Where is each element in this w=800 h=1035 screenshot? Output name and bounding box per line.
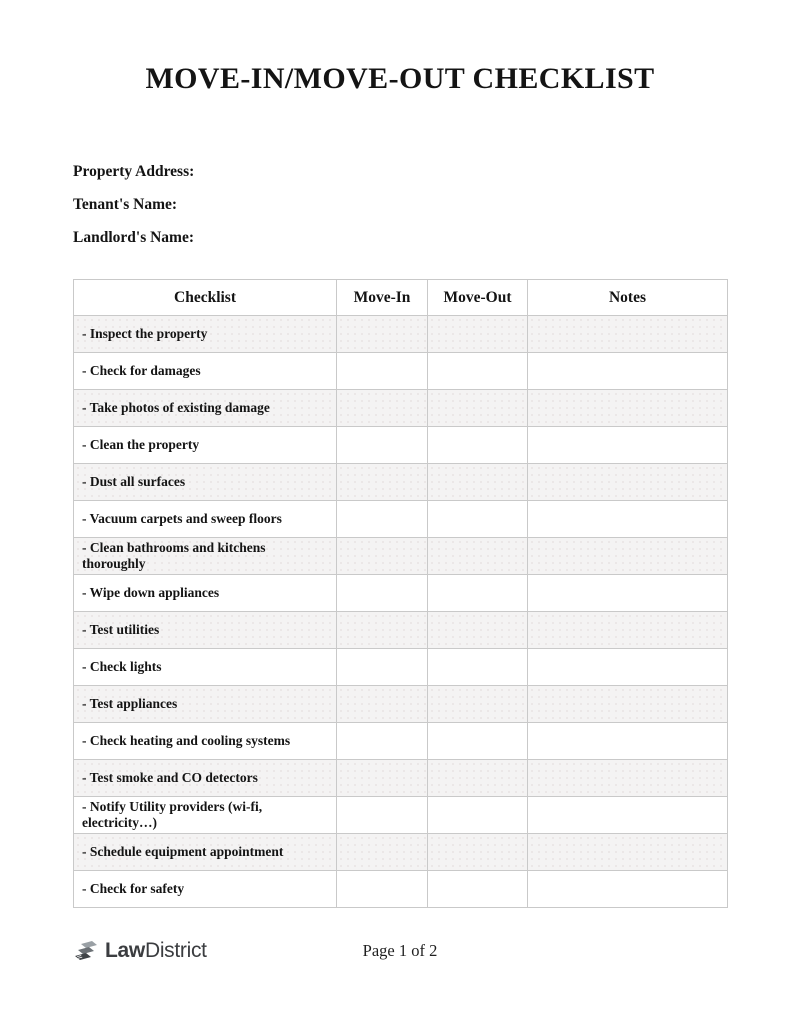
notes-cell (528, 723, 728, 760)
header-move-out: Move-Out (428, 280, 528, 316)
notes-cell (528, 353, 728, 390)
move-out-cell (428, 538, 528, 575)
table-row (74, 612, 728, 649)
checklist-table (73, 279, 728, 908)
checklist-item-label: - Clean the property (74, 427, 337, 464)
notes-cell (528, 797, 728, 834)
brand-name-bold: Law (105, 939, 145, 962)
checklist-item-label: - Test utilities (74, 612, 337, 649)
checklist-item-label: - Clean bathrooms and kitchens thoroughly (74, 538, 337, 575)
field-landlord-name: Landlord's Name: (73, 229, 194, 246)
move-out-cell (428, 575, 528, 612)
move-out-cell (428, 686, 528, 723)
checklist-item-label: - Check for safety (74, 871, 337, 908)
move-in-cell (337, 612, 428, 649)
move-in-cell (337, 723, 428, 760)
checklist-item-label: - Schedule equipment appointment (74, 834, 337, 871)
move-in-cell (337, 427, 428, 464)
table-row (74, 686, 728, 723)
table-row (74, 797, 728, 834)
table-row (74, 353, 728, 390)
header-checklist: Checklist (74, 280, 337, 316)
checklist-item-label: - Vacuum carpets and sweep floors (74, 501, 337, 538)
checklist-item-label: - Check lights (74, 649, 337, 686)
header-notes: Notes (528, 280, 728, 316)
field-tenant-name: Tenant's Name: (73, 196, 178, 213)
move-out-cell (428, 390, 528, 427)
table-row (74, 427, 728, 464)
move-in-cell (337, 390, 428, 427)
move-out-cell (428, 760, 528, 797)
notes-cell (528, 760, 728, 797)
notes-cell (528, 612, 728, 649)
move-out-cell (428, 723, 528, 760)
table-row (74, 834, 728, 871)
move-out-cell (428, 501, 528, 538)
notes-cell (528, 871, 728, 908)
notes-cell (528, 501, 728, 538)
table-row (74, 538, 728, 575)
notes-cell (528, 390, 728, 427)
checklist-item-label: - Check for damages (74, 353, 337, 390)
move-in-cell (337, 760, 428, 797)
table-row (74, 316, 728, 353)
page-footer (73, 934, 727, 968)
move-out-cell (428, 797, 528, 834)
notes-cell (528, 316, 728, 353)
move-in-cell (337, 575, 428, 612)
checklist-item-label: - Dust all surfaces (74, 464, 337, 501)
move-out-cell (428, 427, 528, 464)
move-in-cell (337, 871, 428, 908)
field-property-address: Property Address: (73, 163, 195, 180)
page-title: MOVE-IN/MOVE-OUT CHECKLIST (145, 62, 655, 95)
notes-cell (528, 834, 728, 871)
header-move-in: Move-In (337, 280, 428, 316)
move-out-cell (428, 464, 528, 501)
layered-pages-icon (73, 938, 100, 965)
move-in-cell (337, 353, 428, 390)
table-row (74, 760, 728, 797)
move-out-cell (428, 353, 528, 390)
move-in-cell (337, 797, 428, 834)
checklist-item-label: - Take photos of existing damage (74, 390, 337, 427)
move-out-cell (428, 834, 528, 871)
checklist-item-label: - Inspect the property (74, 316, 337, 353)
notes-cell (528, 575, 728, 612)
field-labels (73, 164, 727, 246)
table-row (74, 575, 728, 612)
notes-cell (528, 464, 728, 501)
table-row (74, 871, 728, 908)
move-out-cell (428, 649, 528, 686)
table-row (74, 501, 728, 538)
move-out-cell (428, 871, 528, 908)
move-in-cell (337, 649, 428, 686)
notes-cell (528, 686, 728, 723)
notes-cell (528, 427, 728, 464)
move-in-cell (337, 834, 428, 871)
checklist-item-label: - Test smoke and CO detectors (74, 760, 337, 797)
notes-cell (528, 649, 728, 686)
checklist-item-label: - Test appliances (74, 686, 337, 723)
table-header-row (74, 280, 728, 316)
page-number: Page 1 of 2 (362, 941, 438, 960)
move-in-cell (337, 501, 428, 538)
notes-cell (528, 538, 728, 575)
table-row (74, 723, 728, 760)
move-out-cell (428, 316, 528, 353)
table-row (74, 649, 728, 686)
brand-name-light: District (144, 939, 207, 962)
table-row (74, 464, 728, 501)
move-in-cell (337, 538, 428, 575)
checklist-item-label: - Notify Utility providers (wi-fi, electricity…) (74, 797, 337, 834)
lawdistrict-logo (73, 938, 207, 965)
checklist-item-label: - Check heating and cooling systems (74, 723, 337, 760)
move-in-cell (337, 464, 428, 501)
move-out-cell (428, 612, 528, 649)
checklist-table-body (74, 316, 728, 908)
table-row (74, 390, 728, 427)
checklist-item-label: - Wipe down appliances (74, 575, 337, 612)
move-in-cell (337, 686, 428, 723)
move-in-cell (337, 316, 428, 353)
